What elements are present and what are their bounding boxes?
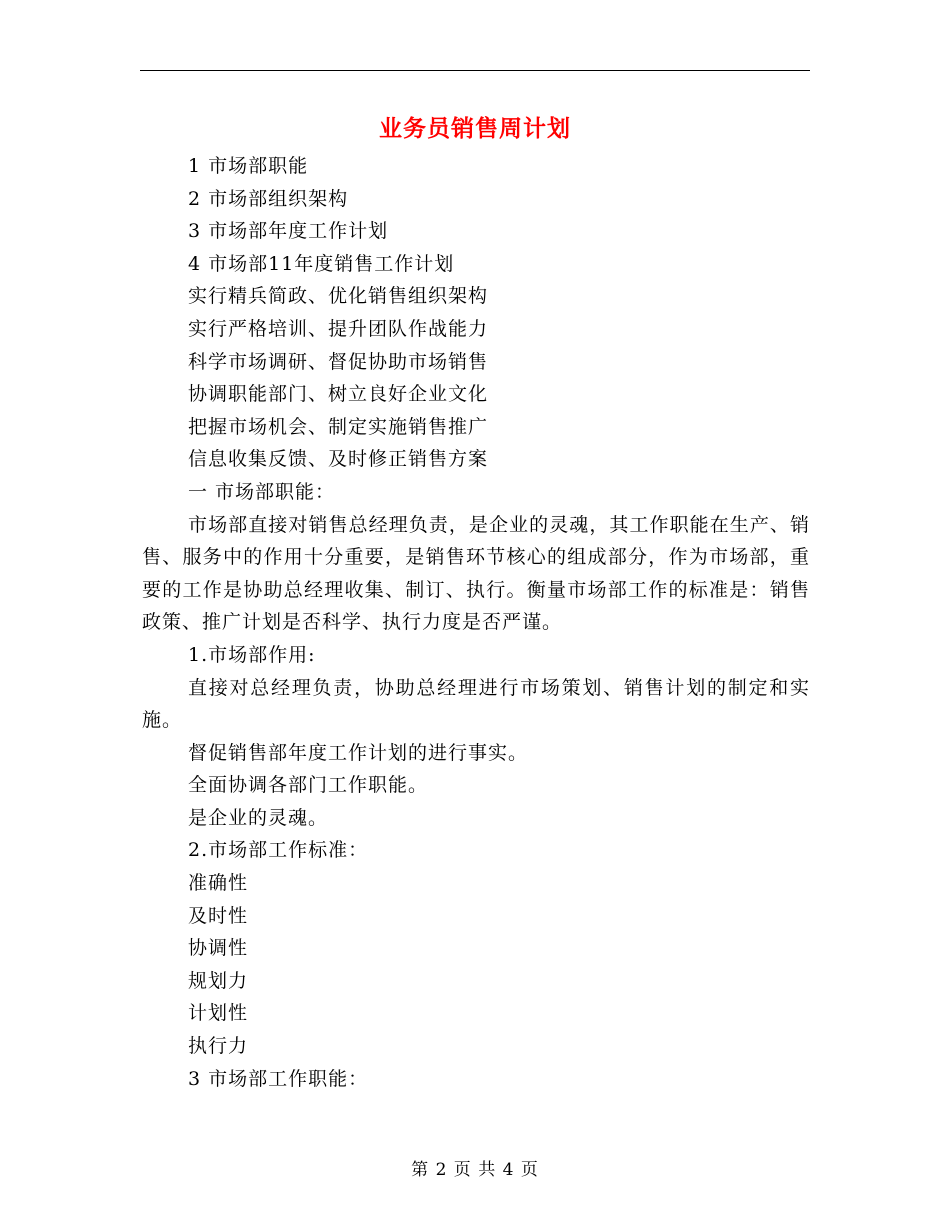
- text-line: 是企业的灵魂。: [188, 806, 329, 829]
- text-line: 2 市场部组织架构: [188, 187, 349, 210]
- subsection-heading: 3 市场部工作职能：: [188, 1067, 369, 1090]
- document-title: 业务员销售周计划: [379, 115, 571, 142]
- text-line: 1 市场部职能: [188, 155, 309, 177]
- header-rule: [140, 70, 810, 71]
- text-line: 4 市场部11年度销售工作计划: [188, 252, 455, 275]
- paragraph: 直接对总经理负责，协助总经理进行市场策划、销售计划的制定和实施。: [142, 676, 810, 732]
- document-body: [142, 150, 810, 1095]
- subsection-heading: 1.市场部作用:: [188, 643, 316, 666]
- text-line: 把握市场机会、制定实施销售推广: [188, 415, 489, 438]
- list-item: 计划性: [188, 1002, 249, 1025]
- list-item: 及时性: [188, 904, 249, 927]
- text-line: 实行严格培训、提升团队作战能力: [188, 317, 489, 340]
- text-line: 实行精兵简政、优化销售组织架构: [188, 285, 489, 308]
- text-line: 信息收集反馈、及时修正销售方案: [188, 448, 489, 471]
- list-item: 协调性: [188, 937, 249, 960]
- list-item: 准确性: [188, 872, 249, 895]
- list-item: 规划力: [188, 969, 249, 992]
- paragraph: 市场部直接对销售总经理负责，是企业的灵魂，其工作职能在生产、销售、服务中的作用十分重要，是销售环节核心的组成部分，作为市场部，重要的工作是协助总经理收集、制订、执行。衡量市场部工作的标准是：销售政策、推广计划是否科学、执行力度是否严谨。: [142, 513, 810, 634]
- subsection-heading: 2.市场部工作标准：: [188, 839, 369, 862]
- text-line: 全面协调各部门工作职能。: [188, 774, 429, 797]
- list-item: 执行力: [188, 1035, 249, 1058]
- text-line: 协调职能部门、树立良好企业文化: [188, 383, 489, 406]
- section-heading: 一 市场部职能：: [188, 480, 336, 503]
- page-number: 第 2 页 共 4 页: [411, 1160, 539, 1180]
- text-line: 督促销售部年度工作计划的进行事实。: [188, 741, 529, 764]
- text-line: 3 市场部年度工作计划: [188, 220, 389, 243]
- text-line: 科学市场调研、督促协助市场销售: [188, 350, 489, 373]
